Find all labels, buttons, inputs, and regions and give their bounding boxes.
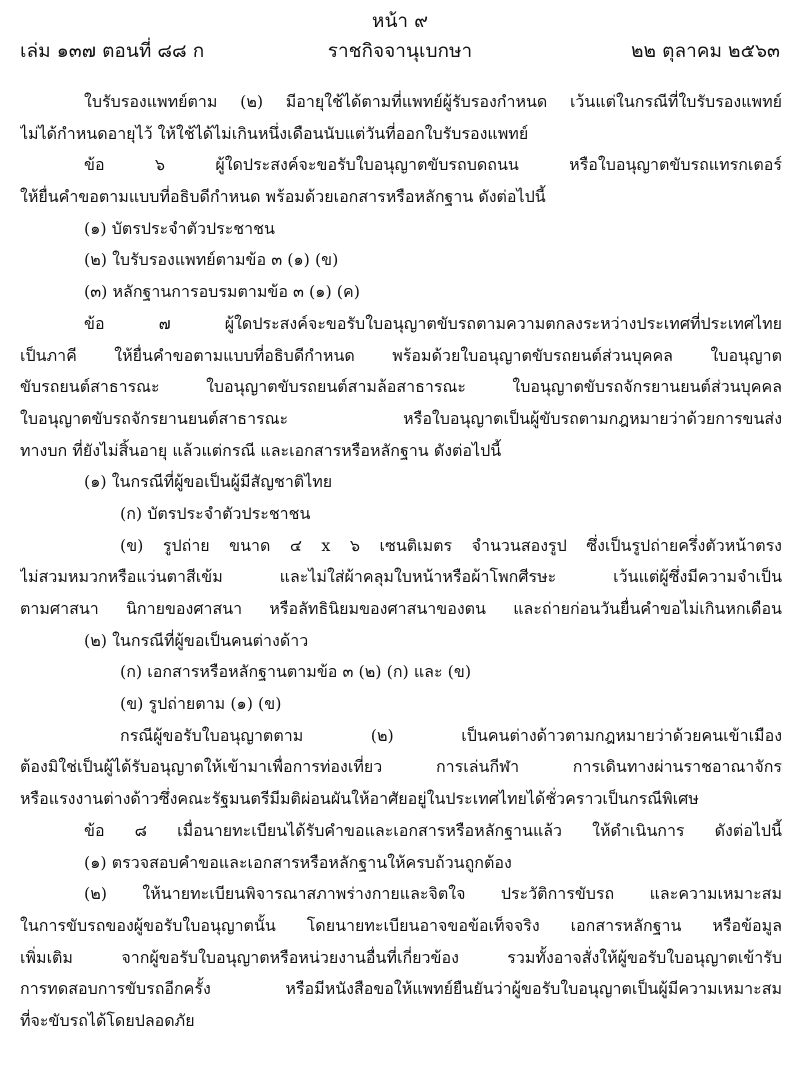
clause-6-line: ข้อ ๖ ผู้ใดประสงค์จะขอรับใบอนุญาตขับรถบดถนน หรือใบอนุญาตขับรถแทรกเตอร์ [84,155,782,175]
text-line: ใบรับรองแพทย์ตาม (๒) มีอายุใช้ได้ตามที่แพทย์ผู้รับรองกำหนด เว้นแต่ในกรณีที่ใบรับรองแพทย์ [84,92,782,111]
sub-list-item: (ก) บัตรประจำตัวประชาชน [120,503,311,523]
sub-list-item: (ข) รูปถ่าย ขนาด ๔ x ๖ เซนติเมตร จำนวนสองรูป ซึ่งเป็นรูปถ่ายครึ่งตัวหน้าตรง [120,535,782,555]
list-item: (๑) บัตรประจำตัวประชาชน [84,218,275,238]
publication-date: ๒๒ ตุลาคม ๒๕๖๓ [631,40,780,62]
text-line: ไม่ได้กำหนดอายุไว้ ให้ใช้ได้ไม่เกินหนึ่งเดือนนับแต่วันที่ออกใบรับรองแพทย์ [20,123,529,143]
page-header [20,38,780,64]
text-line: ไม่สวมหมวกหรือแว่นตาสีเข้ม และไม่ใส่ผ้าคลุมใบหน้าหรือผ้าโพกศีรษะ เว้นแต่ผู้ซึ่งมีความจำเป็น [20,567,782,587]
gazette-title: ราชกิจจานุเบกษา [327,40,473,62]
list-item: (๒) ให้นายทะเบียนพิจารณาสภาพร่างกายและจิตใจ ประวัติการขับรถ และความเหมาะสม [84,884,782,904]
text-line: ต้องมิใช่เป็นผู้ได้รับอนุญาตให้เข้ามาเพื่อการท่องเที่ยว การเล่นกีฬา การเดินทางผ่านราชอาณาจักร [20,757,782,777]
clause-7-line: ข้อ ๗ ผู้ใดประสงค์จะขอรับใบอนุญาตขับรถตามความตกลงระหว่างประเทศที่ประเทศไทย [84,313,782,333]
text-line: เพิ่มเติม จากผู้ขอรับใบอนุญาตหรือหน่วยงานอื่นที่เกี่ยวข้อง รวมทั้งอาจสั่งให้ผู้ขอรับใบอนุญาตเข้ารับ [20,947,782,967]
clause-8-line: ข้อ ๘ เมื่อนายทะเบียนได้รับคำขอและเอกสารหรือหลักฐานแล้ว ให้ดำเนินการ ดังต่อไปนี้ [84,820,782,840]
list-item: (๒) ในกรณีที่ผู้ขอเป็นคนต่างด้าว [84,630,309,650]
text-line: ที่จะขับรถได้โดยปลอดภัย [20,1010,195,1030]
text-line: ใบอนุญาตขับรถจักรยานยนต์สาธารณะ หรือใบอนุญาตเป็นผู้ขับรถตามกฎหมายว่าด้วยการขนส่ง [20,408,782,428]
list-item: (๒) ใบรับรองแพทย์ตามข้อ ๓ (๑) (ข) [84,250,339,270]
sub-list-item: (ข) รูปถ่ายตาม (๑) (ข) [120,694,282,714]
text-line: หรือแรงงานต่างด้าวซึ่งคณะรัฐมนตรีมีมติผ่อนผันให้อาศัยอยู่ในประเทศไทยได้ชั่วคราวเป็นกรณีพิเศษ [20,789,699,809]
text-line: ขับรถยนต์สาธารณะ ใบอนุญาตขับรถยนต์สามล้อสาธารณะ ใบอนุญาตขับรถจักรยานยนต์ส่วนบุคคล [20,377,782,397]
text-line: ตามศาสนา นิกายของศาสนา หรือลัทธินิยมของศาสนาของตน และถ่ายก่อนวันยื่นคำขอไม่เกินหกเดือน [20,599,782,618]
document-body [20,86,782,1037]
text-line: ในการขับรถของผู้ขอรับใบอนุญาตนั้น โดยนายทะเบียนอาจขอข้อเท็จจริง เอกสารหลักฐาน หรือข้อมูล [20,915,782,935]
list-item: (๑) ตรวจสอบคำขอและเอกสารหรือหลักฐานให้ครบถ้วนถูกต้อง [84,852,512,872]
text-line: ทางบก ที่ยังไม่สิ้นอายุ แล้วแต่กรณี และเอกสารหรือหลักฐาน ดังต่อไปนี้ [20,440,502,460]
list-item: (๓) หลักฐานการอบรมตามข้อ ๓ (๑) (ค) [84,282,360,302]
text-line: กรณีผู้ขอรับใบอนุญาตตาม (๒) เป็นคนต่างด้าวตามกฎหมายว่าด้วยคนเข้าเมือง [120,725,782,745]
sub-list-item: (ก) เอกสารหรือหลักฐานตามข้อ ๓ (๒) (ก) และ (ข) [120,662,472,682]
text-line: ให้ยื่นคำขอตามแบบที่อธิบดีกำหนด พร้อมด้วยเอกสารหรือหลักฐาน ดังต่อไปนี้ [20,187,546,207]
volume-issue: เล่ม ๑๓๗ ตอนที่ ๘๘ ก [20,40,205,62]
text-line: การทดสอบการขับรถอีกครั้ง หรือมีหนังสือขอให้แพทย์ยืนยันว่าผู้ขอรับใบอนุญาตเป็นผู้มีความเหมาะสม [20,979,782,999]
text-line: เป็นภาคี ให้ยื่นคำขอตามแบบที่อธิบดีกำหนด พร้อมด้วยใบอนุญาตขับรถยนต์ส่วนบุคคล ใบอนุญาต [20,345,782,365]
list-item: (๑) ในกรณีที่ผู้ขอเป็นผู้มีสัญชาติไทย [84,472,333,492]
page-number: หน้า ๙ [371,10,429,32]
